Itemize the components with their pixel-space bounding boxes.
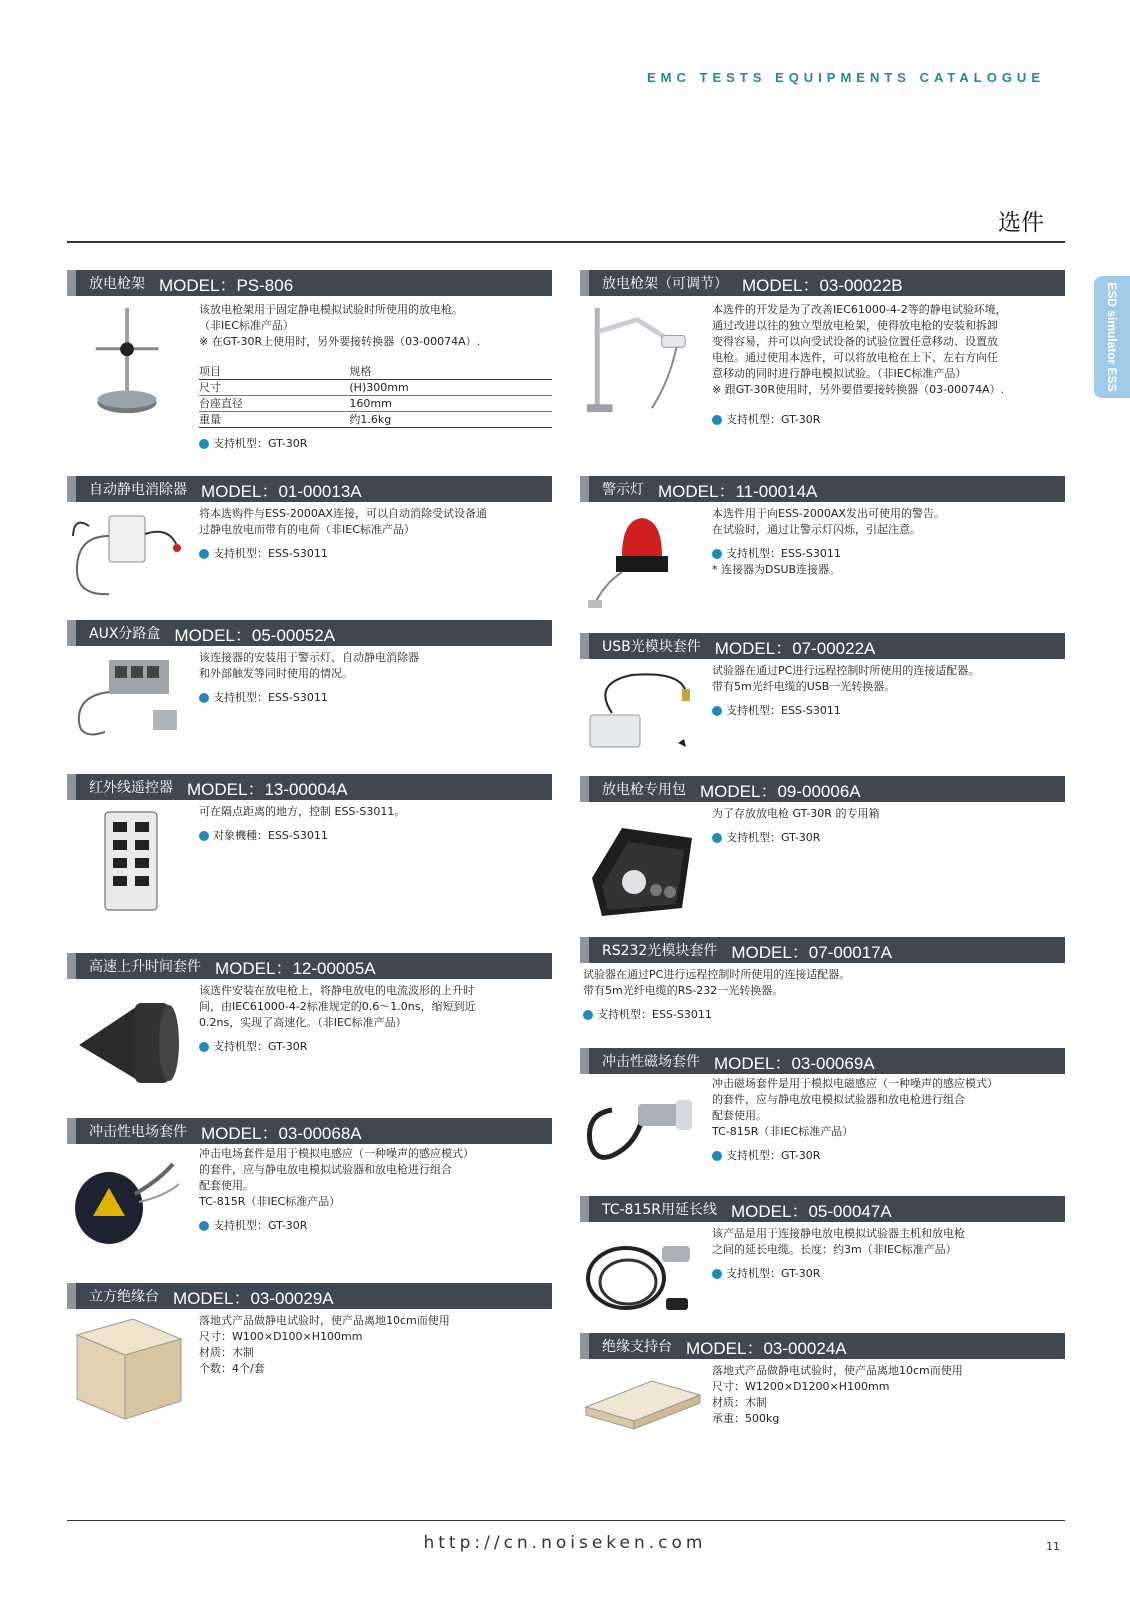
catalogue-header: EMC TESTS EQUIPMENTS CATALOGUE <box>647 70 1045 85</box>
option-description <box>712 1363 1065 1427</box>
desc-line: 变得容易，并可以向受试设备的试验位置任意移动、设置放 <box>712 335 998 348</box>
option-header <box>67 774 552 800</box>
option-model: MODEL：07-00022A <box>714 638 876 658</box>
option-header <box>67 476 552 502</box>
desc-line: 可在隔点距离的地方，控制 ESS-S3011。 <box>199 805 406 818</box>
spec-cell: 台座直径 <box>199 396 349 412</box>
option-model: MODEL：PS-806 <box>159 275 294 295</box>
spec-cell: 约1.6kg <box>349 412 552 428</box>
option-header <box>67 953 552 979</box>
option-name: 自动静电消除器 <box>89 482 187 498</box>
support-text: 支持机型：ESS-S3011 <box>213 547 328 560</box>
bullet-icon <box>712 833 722 843</box>
option-header <box>67 620 552 646</box>
option-description <box>712 506 1065 578</box>
spec-cell: 重量 <box>199 412 349 428</box>
option-03-00029a <box>67 1283 552 1423</box>
magnetic-field-kit-image <box>582 1080 702 1176</box>
side-tab <box>1094 276 1130 398</box>
bottom-rule <box>67 1520 1065 1521</box>
option-header <box>580 1333 1065 1359</box>
support-text: 支持机型：GT-30R <box>213 1040 308 1053</box>
option-03-00024a <box>580 1333 1065 1438</box>
option-12-00005a <box>67 953 552 1088</box>
support-model <box>199 436 552 452</box>
desc-line: 该放电枪架用于固定静电模拟试验时所使用的放电枪。 <box>199 303 463 316</box>
desc-line: 带有5m光纤电缆的USB一光转换器。 <box>712 680 896 693</box>
stand-image <box>69 304 189 422</box>
option-07-00022a <box>580 633 1065 763</box>
desc-line: 0.2ns，实现了高速化。（非IEC标准产品） <box>199 1016 407 1029</box>
eliminator-image <box>69 506 189 606</box>
desc-line: （非IEC标准产品） <box>199 319 294 332</box>
support-text: 支持机型：GT-30R <box>213 437 308 450</box>
option-03-00022b <box>580 270 1065 440</box>
desc-line: 意移动的同时进行静电模拟试验。（非IEC标准产品） <box>712 367 967 380</box>
option-07-00017a <box>580 937 1065 1027</box>
option-header <box>580 1048 1065 1074</box>
desc-line: 个数：4个/套 <box>199 1362 265 1375</box>
desc-line: 配套使用。 <box>199 1179 254 1192</box>
option-model: MODEL：01-00013A <box>201 481 362 501</box>
option-header <box>580 776 1065 802</box>
spec-header-row <box>199 364 552 380</box>
option-description <box>199 1313 552 1377</box>
usb-module-image <box>582 663 702 763</box>
desc-line: TC-815R（非IEC标准产品） <box>712 1125 854 1138</box>
option-description <box>712 302 1065 428</box>
bullet-icon <box>712 706 722 716</box>
desc-line: TC-815R（非IEC标准产品） <box>199 1195 341 1208</box>
page-number: 11 <box>1046 1540 1060 1553</box>
option-name: 绝缘支持台 <box>602 1339 672 1355</box>
support-model <box>199 1218 552 1234</box>
option-description <box>199 506 552 562</box>
option-11-00014a <box>580 476 1065 616</box>
option-description <box>199 983 552 1055</box>
remote-control-image <box>69 808 189 914</box>
option-description <box>199 804 552 844</box>
side-tab-label: ESD simulator ESS <box>1105 282 1119 392</box>
desc-line: 配套使用。 <box>712 1109 767 1122</box>
option-description <box>199 302 552 452</box>
desc-line: 本选件用于向ESS-2000AX发出可使用的警告。 <box>712 507 945 520</box>
option-description <box>199 1146 552 1234</box>
option-name: 立方绝缘台 <box>89 1289 159 1305</box>
option-header <box>580 1196 1065 1222</box>
bullet-icon <box>199 1221 209 1231</box>
desc-line: 和外部触发等同时使用的情况。 <box>199 667 353 680</box>
option-model: MODEL：05-00052A <box>174 625 336 645</box>
desc-line: 在试验时，通过让警示灯闪烁，引起注意。 <box>712 523 921 536</box>
option-name: 高速上升时间套件 <box>89 959 201 975</box>
option-model: MODEL：11-00014A <box>658 481 818 501</box>
option-13-00004a <box>67 774 552 914</box>
desc-line: 尺寸：W100×D100×H100mm <box>199 1330 363 1343</box>
bullet-icon <box>199 439 209 449</box>
support-model <box>199 690 552 706</box>
option-header <box>67 270 552 296</box>
option-description <box>712 1076 1065 1164</box>
desc-line: 落地式产品做静电试验时，使产品离地10cm而使用 <box>199 1314 450 1327</box>
desc-line: 承重：500kg <box>712 1412 780 1425</box>
desc-line: ※ 在GT-30R上使用时，另外要接转换器（03-00074A）. <box>199 335 481 348</box>
option-description <box>712 1226 1065 1282</box>
carrying-case-image <box>582 808 702 924</box>
support-text: 支持机型：GT-30R <box>213 1219 308 1232</box>
table-row <box>199 396 552 412</box>
support-text: 支持机型：ESS-S3011 <box>597 1008 712 1021</box>
option-name: 冲击性磁场套件 <box>602 1054 700 1070</box>
bullet-icon <box>199 1042 209 1052</box>
support-model <box>712 830 1065 846</box>
desc-line: 冲击磁场套件是用于模拟电磁感应（一种噪声的感应模式） <box>712 1077 998 1090</box>
option-model: MODEL：03-00029A <box>173 1288 334 1308</box>
desc-line: ※ 跟GT-30R使用时，另外要借要接转换器（03-00074A）. <box>712 383 1005 396</box>
support-model <box>712 546 1065 562</box>
support-model <box>199 546 552 562</box>
option-name: 放电枪架（可调节） <box>602 276 728 292</box>
electric-field-kit-image <box>69 1150 189 1250</box>
desc-line: 的套件，应与静电放电模拟试验器和放电枪进行组合 <box>199 1163 452 1176</box>
wood-cube-image <box>69 1311 189 1423</box>
support-text: 支持机型：GT-30R <box>726 413 821 426</box>
support-model <box>583 1007 1065 1023</box>
option-model: MODEL：03-00068A <box>201 1123 362 1143</box>
spec-cell: (H)300mm <box>349 380 552 396</box>
option-03-00068a <box>67 1118 552 1258</box>
bullet-icon <box>712 415 722 425</box>
spec-table <box>199 364 552 428</box>
option-model: MODEL：12-00005A <box>215 958 376 978</box>
option-ps-806 <box>67 270 552 465</box>
bullet-icon <box>712 1151 722 1161</box>
support-text: 支持机型：ESS-S3011 <box>726 704 841 717</box>
desc-line: 电枪。通过使用本选件，可以将放电枪在上下、左右方向任 <box>712 351 998 364</box>
support-text: 对象機種：ESS-S3011 <box>213 829 328 842</box>
option-model: MODEL：09-00006A <box>700 781 861 801</box>
bullet-icon <box>199 693 209 703</box>
support-model <box>712 412 1065 428</box>
desc-line: 试验器在通过PC进行远程控制时所使用的连接适配器。 <box>712 664 980 677</box>
support-text: 支持机型：GT-30R <box>726 1267 821 1280</box>
bullet-icon <box>199 549 209 559</box>
spec-col-value: 规格 <box>349 364 552 380</box>
aux-box-image <box>69 652 189 750</box>
support-text: 支持机型：GT-30R <box>726 831 821 844</box>
option-model: MODEL：07-00017A <box>731 942 892 962</box>
bullet-icon <box>199 831 209 841</box>
spec-cell: 尺寸 <box>199 380 349 396</box>
option-description <box>712 806 1065 846</box>
connector-note: * 连接器为DSUB连接器。 <box>712 563 841 576</box>
option-description <box>583 967 1065 1023</box>
desc-line: 材质：木制 <box>199 1346 254 1359</box>
desc-line: 材质：木制 <box>712 1396 767 1409</box>
option-name: 放电枪架 <box>89 276 145 292</box>
option-model: MODEL：03-00069A <box>714 1053 875 1073</box>
desc-line: 带有5m光纤电缆的RS-232一光转换器。 <box>583 984 784 997</box>
option-name: 警示灯 <box>602 482 644 498</box>
desc-line: 冲击电场套件是用于模拟电感应（一种噪声的感应模式） <box>199 1147 474 1160</box>
desc-line: 本选件的开发是为了改善IEC61000-4-2等的静电试验环境， <box>712 303 1007 316</box>
desc-line: 该选件安装在放电枪上，将静电放电的电流波形的上升时 <box>199 984 474 997</box>
table-row <box>199 412 552 428</box>
rise-time-kit-image <box>69 985 189 1087</box>
desc-line: 尺寸：W1200×D1200×H100mm <box>712 1380 890 1393</box>
spec-cell: 160mm <box>349 396 552 412</box>
desc-line: 试验器在通过PC进行远程控制时所使用的连接适配器。 <box>583 968 851 981</box>
option-name: TC-815R用延长线 <box>602 1202 718 1218</box>
option-05-00047a <box>580 1196 1065 1326</box>
option-name: 冲击性电场套件 <box>89 1124 187 1140</box>
warning-lamp-image <box>582 506 702 612</box>
bullet-icon <box>712 549 722 559</box>
support-model <box>199 1039 552 1055</box>
option-name: 放电枪专用包 <box>602 782 686 798</box>
desc-line: 该产品是用于连接静电放电模拟试验器主机和放电枪 <box>712 1227 965 1240</box>
option-name: USB光模块套件 <box>602 639 701 655</box>
option-model: MODEL：13-00004A <box>187 779 348 799</box>
desc-line: 落地式产品做静电试验时，使产品离地10cm而使用 <box>712 1364 963 1377</box>
top-rule <box>67 241 1065 243</box>
desc-line: 过静电放电而带有的电荷（非IEC标准产品） <box>199 523 415 536</box>
support-model <box>712 1148 1065 1164</box>
support-text: 支持机型：ESS-S3011 <box>213 691 328 704</box>
spec-col-item: 项目 <box>199 364 349 380</box>
option-header <box>580 633 1065 659</box>
option-03-00069a <box>580 1048 1065 1188</box>
support-model <box>712 703 1065 719</box>
support-text: 支持机型：ESS-S3011 <box>726 547 841 560</box>
support-text: 支持机型：GT-30R <box>726 1149 821 1162</box>
adjustable-stand-image <box>582 302 702 420</box>
desc-line: 间，由IEC61000-4-2标准规定的0.6～1.0ns，缩短到近 <box>199 1000 476 1013</box>
support-model <box>199 828 552 844</box>
desc-line: 该连接器的安装用于警示灯、自动静电消除器 <box>199 651 419 664</box>
desc-line: 的套件，应与静电放电模拟试验器和放电枪进行组合 <box>712 1093 965 1106</box>
option-model: MODEL：03-00022B <box>742 275 903 295</box>
footer-url[interactable]: http://cn.noiseken.com <box>423 1533 707 1553</box>
option-header <box>580 270 1065 296</box>
option-header <box>67 1118 552 1144</box>
option-name: AUX分路盒 <box>89 626 161 642</box>
option-05-00052a <box>67 620 552 750</box>
option-header <box>580 476 1065 502</box>
option-09-00006a <box>580 776 1065 926</box>
option-name: 红外线遥控器 <box>89 780 173 796</box>
support-model <box>712 1266 1065 1282</box>
desc-line: 将本选购件与ESS-2000AX连接，可以自动消除受试设备通 <box>199 507 487 520</box>
table-row <box>199 380 552 396</box>
option-model: MODEL：03-00024A <box>686 1338 847 1358</box>
option-description <box>199 650 552 706</box>
option-header <box>67 1283 552 1309</box>
wood-platform-image <box>582 1373 702 1433</box>
option-header <box>580 937 1065 963</box>
option-model: MODEL：05-00047A <box>731 1201 892 1221</box>
desc-line: 为了存放放电枪 GT-30R 的专用箱 <box>712 807 880 820</box>
option-description <box>712 663 1065 719</box>
bullet-icon <box>712 1269 722 1279</box>
bullet-icon <box>583 1010 593 1020</box>
option-name: RS232光模块套件 <box>602 943 718 959</box>
extension-cable-image <box>582 1226 702 1326</box>
desc-line: 通过改进以往的独立型放电枪架，使得放电枪的安装和拆卸 <box>712 319 998 332</box>
page-title: 选件 <box>998 210 1044 236</box>
desc-line: 之间的延长电缆。长度：约3m（非IEC标准产品） <box>712 1243 957 1256</box>
option-01-00013a <box>67 476 552 606</box>
